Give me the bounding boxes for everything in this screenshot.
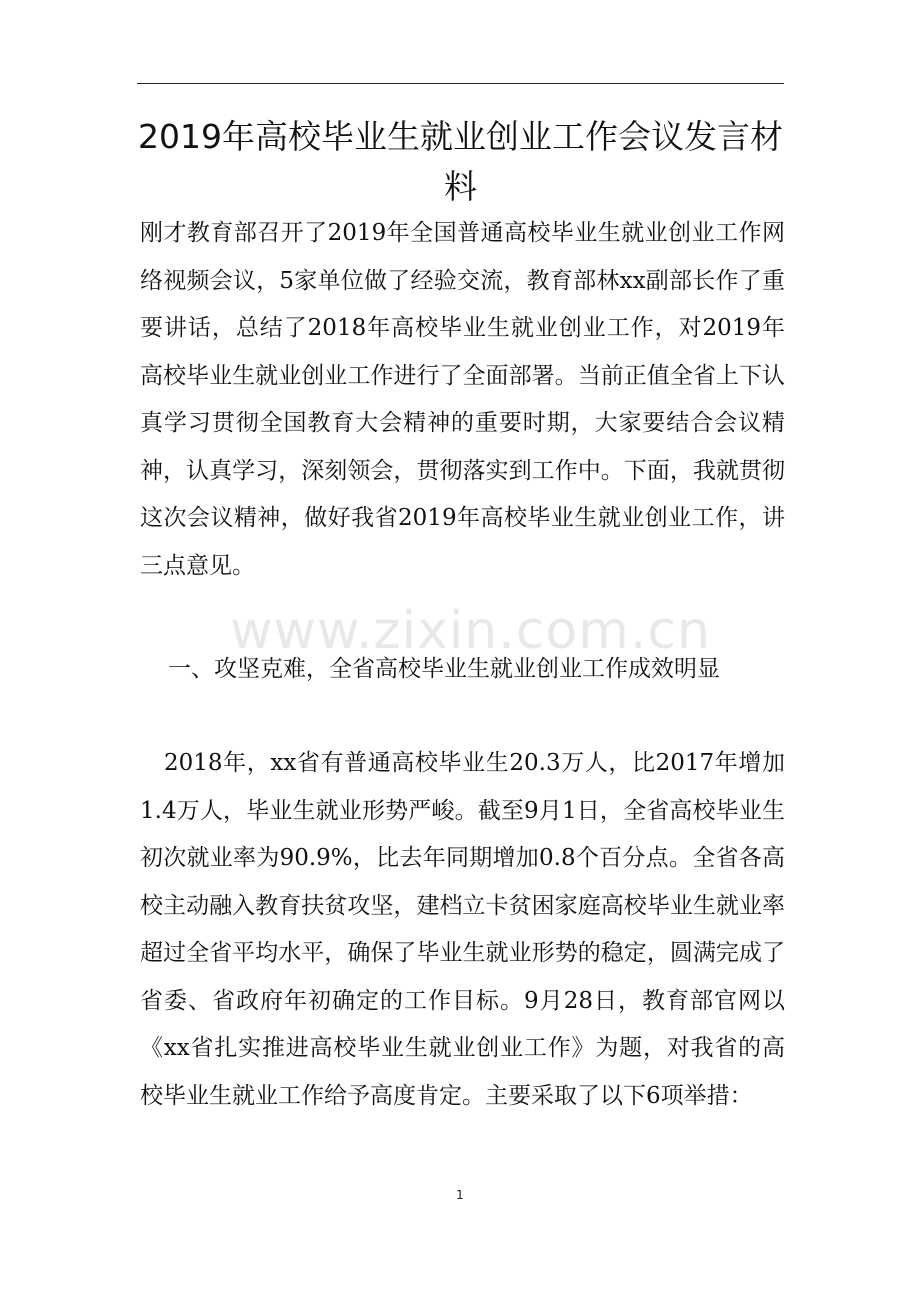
page-number: 1 [456, 1188, 464, 1202]
paragraph-intro: 刚才教育部召开了2019年全国普通高校毕业生就业创业工作网络视频会议，5家单位做了经验交流，教育部林xx副部长作了重要讲话，总结了2018年高校毕业生就业创业工作，对2019年高校毕业生就业创业工作进行了全面部署。当前正值全省上下认真学习贯彻全国教育大会精神的重要时期，大家要结合会议精神，认真学习，深刻领会，贯彻落实到工作中。下面，我就贯彻这次会议精神，做好我省2019年高校毕业生就业创业工作，讲三点意见。 [140, 220, 785, 579]
document-title: 2019年高校毕业生就业创业工作会议发言材料 [138, 117, 783, 206]
watermark: www.zixin.com.cn [230, 601, 711, 661]
paragraph-section-1: 2018年，xx省有普通高校毕业生20.3万人，比2017年增加1.4万人，毕业生就业形势严峻。截至9月1日，全省高校毕业生初次就业率为90.9%，比去年同期增加0.8个百分点。全省各高校主动融入教育扶贫攻坚，建档立卡贫困家庭高校毕业生就业率超过全省平均水平，确保了毕业生就业形势的稳定，圆满完成了省委、省政府年初确定的工作目标。9月28日，教育部官网以《xx省扎实推进高校毕业生就业创业工作》为题，对我省的高校毕业生就业工作给予高度肯定。主要采取了以下6项举措： [140, 750, 785, 1109]
header-rule [137, 83, 784, 84]
section-heading-1: 一、攻坚克难，全省高校毕业生就业创业工作成效明显 [168, 656, 720, 682]
